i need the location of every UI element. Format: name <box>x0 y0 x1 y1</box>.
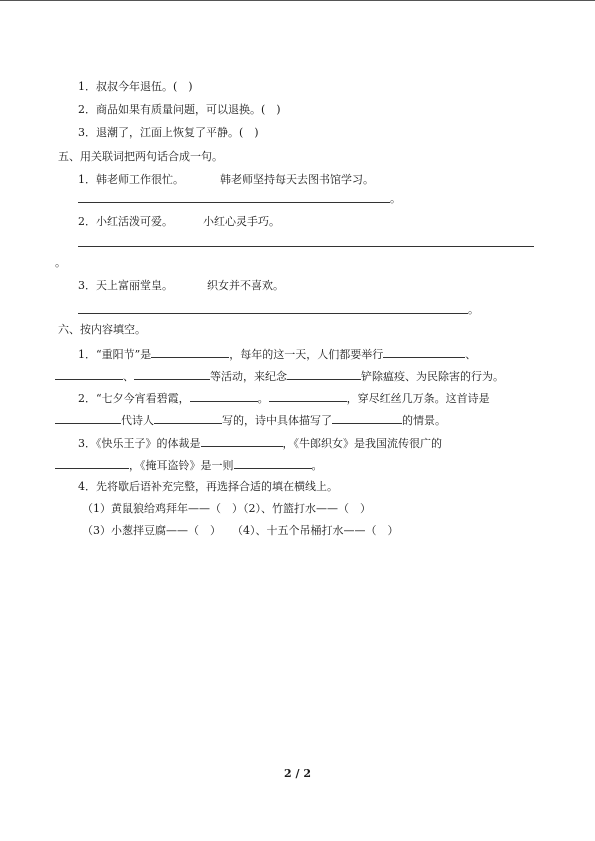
s5-q2-answer-line[interactable] <box>78 246 534 247</box>
section-5-heading: 五、用关联词把两句话合成一句。 <box>58 150 223 163</box>
s6-q1-text-1: 1．“重阳节”是 <box>78 348 152 361</box>
s6-q2-text-4: 代诗人 <box>121 414 154 427</box>
blank[interactable] <box>190 390 258 402</box>
s6-q2-text-5: 写的，诗中具体描写了 <box>222 414 332 427</box>
s6-q3-text-1: 3．《快乐王子》的体裁是 <box>78 437 201 450</box>
s6-q3-text-4: 。 <box>311 459 323 472</box>
s6-q1-text-2: ，每年的这一天，人们都要举行 <box>229 348 384 361</box>
s5-q3-sentence-a: 3．天上富丽堂皇。 <box>78 279 173 292</box>
section-6-heading: 六、按内容填空。 <box>58 323 146 336</box>
s5-q2-sentence-b: 小红心灵手巧。 <box>203 215 280 228</box>
s6-q1-line-2 <box>55 368 504 384</box>
s6-q2-text-6: 的情景。 <box>402 414 446 427</box>
top-border <box>0 0 595 1</box>
s6-q3-text-2: ，《牛郎织女》是我国流传很广的 <box>282 437 442 450</box>
blank[interactable] <box>154 412 222 424</box>
s6-q4-intro: 4．先将歇后语补充完整，再选择合适的填在横线上。 <box>78 480 338 493</box>
s5-q1-sentence-b: 韩老师坚持每天去图书馆学习。 <box>220 173 374 186</box>
s6-q1-text-5: 等活动，来纪念 <box>210 370 287 383</box>
s5-q1-sentence-a: 1．韩老师工作很忙。 <box>78 173 184 186</box>
blank[interactable] <box>287 368 361 380</box>
page-number: 2 / 2 <box>284 767 311 780</box>
s6-q3-line-2 <box>55 457 323 473</box>
s4-item-3: 3．退潮了，江面上恢复了平静。( ) <box>78 126 259 139</box>
s6-q4-row-2: （3）小葱拌豆腐——（ ） （4）、十五个吊桶打水——（ ） <box>82 524 399 537</box>
blank[interactable] <box>269 390 347 402</box>
blank[interactable] <box>55 412 121 424</box>
s6-q2-line-2 <box>55 412 446 428</box>
blank[interactable] <box>234 457 312 469</box>
s6-q1-line-1 <box>78 346 476 362</box>
s6-q3-text-3: ，《掩耳盗铃》是一则 <box>129 459 234 472</box>
blank[interactable] <box>201 435 283 447</box>
blank[interactable] <box>151 346 229 358</box>
s5-q3-answer-line[interactable] <box>78 313 468 314</box>
blank[interactable] <box>134 368 210 380</box>
s5-q1-period: 。 <box>390 192 401 205</box>
s5-question-1 <box>78 173 374 187</box>
s5-q2-period: 。 <box>55 256 66 269</box>
blank[interactable] <box>55 368 123 380</box>
s6-q1-text-4: 、 <box>123 370 134 383</box>
s5-q1-answer-line[interactable] <box>78 202 390 203</box>
s6-q3-line-1 <box>78 435 442 451</box>
s6-q1-text-3: 、 <box>465 348 477 361</box>
s4-item-1: 1．叔叔今年退伍。( ) <box>78 80 193 93</box>
s6-q4-row-1: （1）黄鼠狼给鸡拜年——（ ）（2）、竹篮打水——（ ） <box>82 502 371 515</box>
s6-q1-text-6: 铲除瘟疫、为民除害的行为。 <box>361 370 504 383</box>
s6-q2-text-3: ，穿尽红丝几万条。这首诗是 <box>346 392 490 405</box>
s5-question-3 <box>78 279 284 293</box>
s5-question-2 <box>78 215 280 229</box>
blank[interactable] <box>55 457 129 469</box>
s5-q3-period: 。 <box>468 303 479 316</box>
s6-q2-line-1 <box>78 390 490 406</box>
s6-q2-text-1: 2．“七夕今宵看碧霞， <box>78 392 190 405</box>
s4-item-2: 2．商品如果有质量问题，可以退换。( ) <box>78 103 281 116</box>
s6-q2-text-2: 。 <box>257 392 269 405</box>
s5-q2-sentence-a: 2．小红活泼可爱。 <box>78 215 173 228</box>
s5-q3-sentence-b: 织女并不喜欢。 <box>207 279 284 292</box>
blank[interactable] <box>332 412 402 424</box>
blank[interactable] <box>383 346 465 358</box>
